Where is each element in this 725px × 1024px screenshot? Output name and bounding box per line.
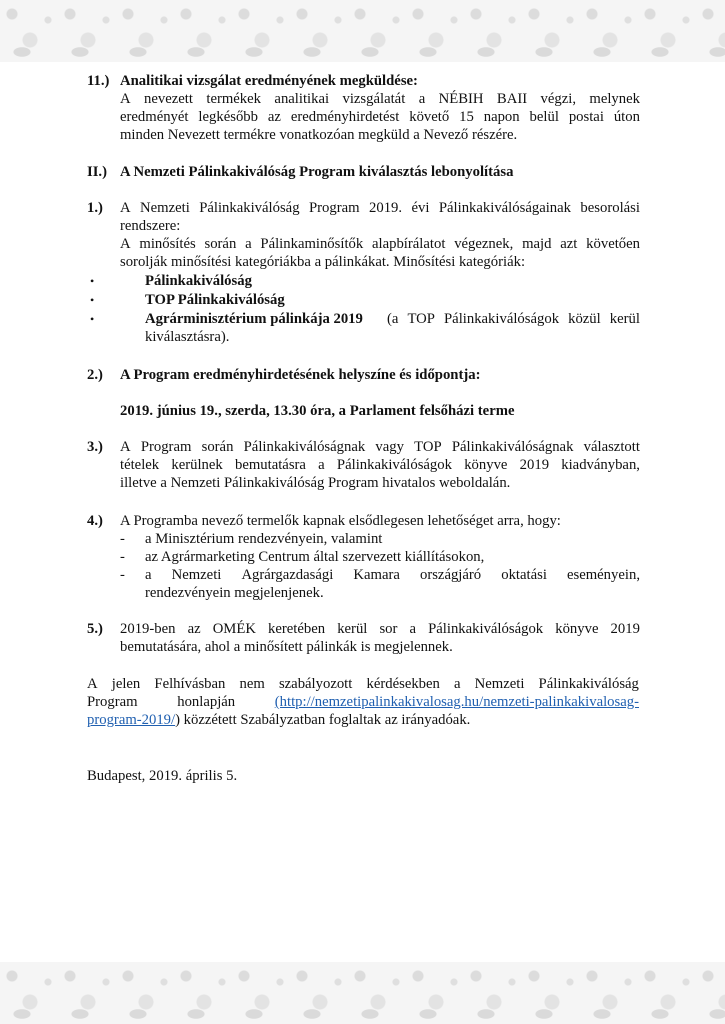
paragraph-word: TOP: [414, 439, 442, 455]
paragraph-word: oktatási: [501, 567, 547, 583]
paragraph-word: kerül: [337, 621, 368, 637]
paragraph-word: eredményhirdetést: [290, 109, 400, 125]
paragraph-word: 2019: [610, 621, 640, 637]
list-item: rendezvényein megjelenjenek.: [145, 585, 324, 601]
list-item: az Agrármarketing Centrum által szervezett kiállításokon,: [145, 549, 485, 565]
paragraph-word: kerülnek: [171, 457, 223, 473]
paragraph-word: végzi,: [540, 91, 576, 107]
paragraph-word: A: [120, 91, 131, 107]
paragraph-word: melynek: [589, 91, 640, 107]
paragraph-word: követő: [409, 109, 450, 125]
item-number: 1.): [87, 200, 103, 216]
paragraph-word: A: [120, 439, 131, 455]
paragraph-word: keretében: [268, 621, 326, 637]
place-and-date: Budapest, 2019. április 5.: [87, 768, 238, 784]
paragraph-line: illetve a Nemzeti Pálinkakiválóság Program hivatalos weboldalán.: [120, 475, 511, 491]
bullet-icon: •: [90, 274, 95, 288]
paragraph-word: úton: [613, 109, 640, 125]
paragraph-word: Pálinkakiválóságok: [336, 457, 452, 473]
paragraph-word: Nemzeti: [171, 567, 222, 583]
paragraph-line: rendszere:: [120, 218, 181, 234]
section-title: A Nemzeti Pálinkakiválóság Program kiválasztás lebonyolítása: [120, 164, 514, 180]
paragraph-line: [87, 711, 639, 729]
paragraph-word: Pálinkaminősítők: [260, 236, 364, 252]
paragraph-word: eseményein,: [566, 567, 640, 583]
paragraph-word: termékek: [206, 91, 262, 107]
paragraph-word: bemutatásra: [234, 457, 306, 473]
paragraph-line: [120, 199, 640, 217]
paragraph-word: Program: [87, 694, 138, 710]
program-link[interactable]: program-2019/: [87, 712, 176, 728]
paragraph-line: minden Nevezett termékre vonatkozóan megküld a Nevező részére.: [120, 127, 518, 143]
section-title: Analitikai vizsgálat eredményének megküldése:: [120, 73, 418, 89]
paragraph-word: könyve: [464, 457, 508, 473]
paragraph-line: bemutatására, ahol a minősített pálinkák is megjelennek.: [120, 639, 453, 655]
paragraph-word: során: [204, 236, 237, 252]
paragraph-word: a: [145, 567, 152, 583]
paragraph-word: nevezett: [144, 91, 193, 107]
paragraph-word: kiadványban,: [561, 457, 640, 473]
paragraph-word: jelen: [111, 676, 141, 692]
dash-icon: -: [120, 549, 125, 565]
paragraph-line: [120, 90, 640, 108]
event-details: 2019. június 19., szerda, 13.30 óra, a Parlament felsőházi terme: [120, 403, 515, 419]
item-number: 3.): [87, 439, 103, 455]
paragraph-word: nem: [239, 676, 265, 692]
bullet-icon: •: [90, 312, 95, 326]
program-link[interactable]: (http://nemzetipalinkakivalosag.hu/nemzeti-palinkakivalosag-: [274, 694, 639, 710]
paragraph-line: [87, 675, 639, 693]
paragraph-word: Pálinkakiválóságainak: [438, 200, 571, 216]
paragraph-word: sor: [379, 621, 398, 637]
paragraph-word: évi: [411, 200, 430, 216]
paragraph-line: kiválasztásra).: [145, 329, 230, 345]
dash-icon: -: [120, 531, 125, 547]
dash-icon: -: [120, 567, 125, 583]
category-item: TOP Pálinkakiválóság: [145, 292, 285, 308]
paragraph-word: A: [87, 676, 98, 692]
paragraph-word: Pálinkakiválóság: [199, 200, 300, 216]
paragraph-line: sorolják minősítési kategóriákba a pálinkákat. Minősítési kategóriák:: [120, 254, 526, 270]
paragraph-line: A Programba nevező termelők kapnak elsődlegesen lehetőséget arra, hogy:: [120, 513, 561, 529]
item-number: 5.): [87, 621, 103, 637]
paragraph-word: 15: [459, 109, 474, 125]
paragraph-word: Nemzeti: [474, 676, 525, 692]
paragraph-word: Pálinkakiválóságnak: [451, 439, 574, 455]
paragraph-word: a: [454, 676, 461, 692]
item-number: 4.): [87, 513, 103, 529]
paragraph-word: közül: [568, 311, 601, 327]
paragraph-word: BAII: [496, 91, 528, 107]
paragraph-word: besorolási: [580, 200, 640, 216]
paragraph-word: követően: [586, 236, 640, 252]
paragraph-word: A: [120, 200, 131, 216]
paragraph-word: vagy: [375, 439, 404, 455]
paragraph-word: a: [409, 621, 417, 637]
paragraph-word: Pálinkakiválóságok: [428, 621, 544, 637]
paragraph-word: kérdésekben: [366, 676, 440, 692]
paragraph-line: [120, 620, 640, 638]
category-name: Agrárminisztérium pálinkája 2019: [145, 311, 363, 327]
bullet-icon: •: [90, 293, 95, 307]
paragraph-word: belül: [529, 109, 559, 125]
paragraph-line: [87, 693, 639, 711]
paragraph-word: minősítés: [139, 236, 196, 252]
paragraph-word: Pálinkakiválóságok: [444, 311, 560, 327]
paragraph-word: azt: [560, 236, 578, 252]
paragraph-word: Agrárgazdasági: [241, 567, 334, 583]
paragraph-word: vizsgálatát: [342, 91, 406, 107]
category-item: [145, 310, 640, 328]
paragraph-word: végeznek,: [454, 236, 514, 252]
paragraph-word: 2019-ben: [120, 621, 176, 637]
paragraph-text: ) közzétett Szabályzatban foglaltak az irányadóak.: [175, 712, 471, 728]
paragraph-word: Pálinkakiválóság: [538, 676, 639, 692]
paragraph-word: alapbírálatot: [372, 236, 446, 252]
paragraph-word: napon: [483, 109, 520, 125]
paragraph-word: a: [418, 91, 426, 107]
paragraph-word: 2019.: [369, 200, 403, 216]
paragraph-word: OMÉK: [212, 621, 256, 637]
paragraph-word: Nemzeti: [140, 200, 190, 216]
paragraph-word: Program: [308, 200, 360, 216]
paragraph-word: 2019: [519, 457, 550, 473]
paragraph-word: választott: [583, 439, 640, 455]
paragraph-word: kerül: [609, 311, 640, 327]
paragraph-line: [120, 108, 640, 126]
section-number: 11.): [87, 73, 110, 89]
paragraph-word: könyve: [555, 621, 599, 637]
paragraph-word: szabályozott: [278, 676, 353, 692]
paragraph-word: során: [201, 439, 234, 455]
item-title: A Program eredményhirdetésének helyszíne és időpontja:: [120, 367, 481, 383]
paragraph-line: [120, 438, 640, 456]
paragraph-word: eredményét: [120, 109, 189, 125]
paragraph-word: TOP: [407, 311, 435, 327]
category-item: Pálinkakiválóság: [145, 273, 252, 289]
section-number: II.): [87, 164, 107, 180]
paragraph-word: Kamara: [353, 567, 400, 583]
paragraph-word: analitikai: [274, 91, 330, 107]
paragraph-word: tételek: [120, 457, 160, 473]
paragraph-word: országjáró: [419, 567, 482, 583]
paragraph-line: [120, 456, 640, 474]
paragraph-word: legkésőbb: [198, 109, 258, 125]
list-item: a Minisztérium rendezvényein, valamint: [145, 531, 383, 547]
paragraph-word: az: [187, 621, 201, 637]
paragraph-word: az: [267, 109, 281, 125]
paragraph-word: Program: [140, 439, 192, 455]
paragraph-word: Felhívásban: [154, 676, 226, 692]
paragraph-word: NÉBIH: [438, 91, 484, 107]
paragraph-word: Pálinkakiválóságnak: [243, 439, 366, 455]
paragraph-word: postai: [568, 109, 604, 125]
list-item: [145, 566, 640, 584]
paragraph-word: A: [120, 236, 131, 252]
paragraph-word: majd: [522, 236, 552, 252]
paragraph-line: [120, 235, 640, 253]
paragraph-word: honlapján: [177, 694, 236, 710]
paragraph-word: (a: [387, 311, 399, 327]
paragraph-word: a: [245, 236, 252, 252]
item-number: 2.): [87, 367, 103, 383]
category-note: [387, 310, 640, 328]
paragraph-word: a: [318, 457, 325, 473]
